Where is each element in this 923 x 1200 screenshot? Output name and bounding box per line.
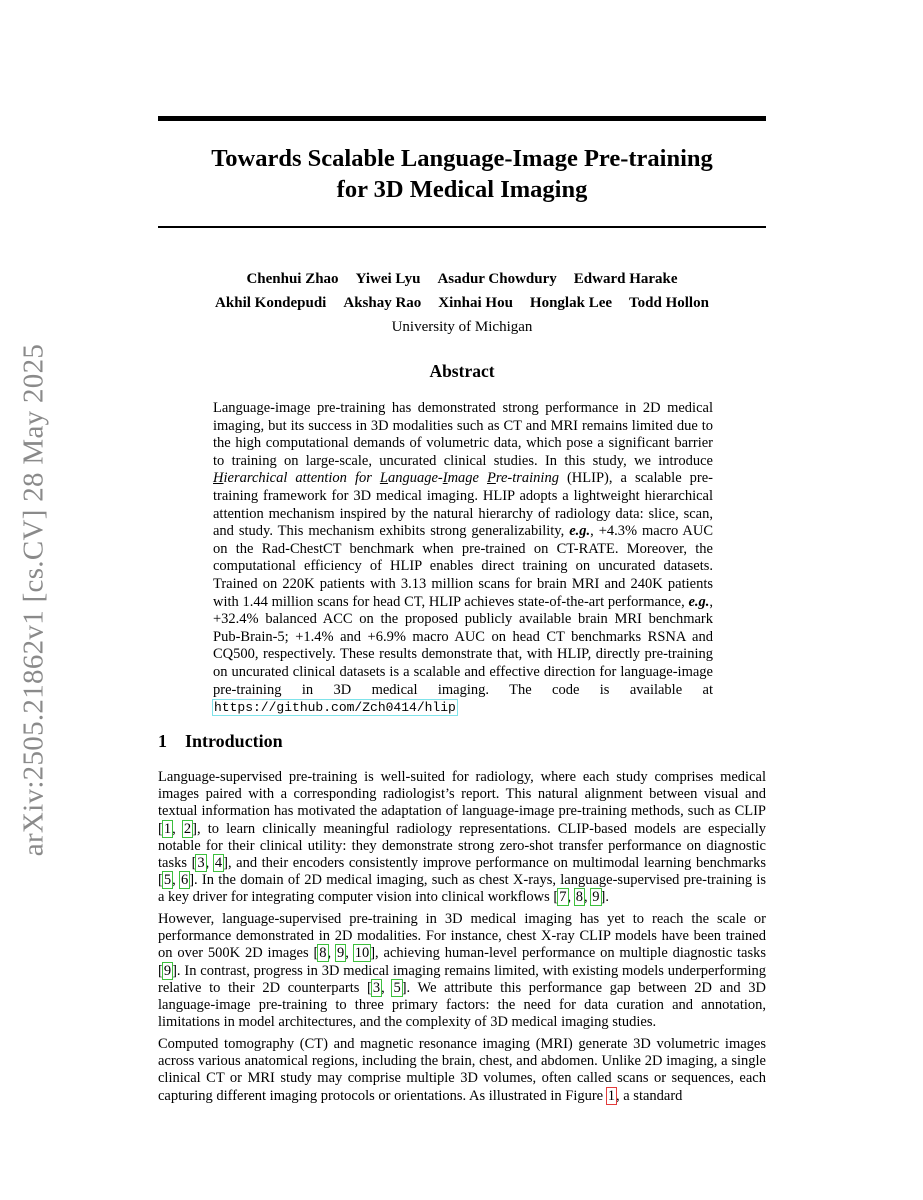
citation-link[interactable]: 7 bbox=[559, 889, 567, 906]
author-block bbox=[158, 267, 766, 339]
intro-paragraph-2 bbox=[158, 911, 766, 1031]
text-run: , bbox=[381, 979, 393, 996]
hlip-text: anguage- bbox=[387, 470, 443, 487]
code-link[interactable]: https://github.com/Zch0414/hlip bbox=[214, 700, 456, 716]
intro-paragraph-3 bbox=[158, 1036, 766, 1105]
author-name: Akshay Rao bbox=[343, 295, 422, 311]
title-line-2: for 3D Medical Imaging bbox=[336, 176, 588, 203]
text-run: ]. In the domain of 2D medical imaging, such as chest X-rays, language-supervised pre-training is a key driver for integrating computer vision into clinical workflows [ bbox=[158, 872, 767, 906]
citation-link[interactable]: 9 bbox=[337, 945, 345, 962]
intro-paragraph-1 bbox=[158, 769, 766, 907]
abstract-text-part: (HLIP), a scalable pre-training framework for 3D medical imaging. HLIP adopts a lightweight hierarchical attention mechanism inspired by the natural hierarchy of radiology data: slice, scan, and study. This mechanism exhibits strong generalizability, bbox=[213, 470, 713, 540]
citation-link[interactable]: 3 bbox=[197, 855, 205, 872]
citation-link[interactable]: 4 bbox=[214, 855, 223, 872]
hlip-text: re-training bbox=[495, 470, 559, 487]
affiliation: University of Michigan bbox=[391, 319, 533, 335]
text-run: , bbox=[345, 945, 354, 962]
hlip-initial: P bbox=[487, 470, 496, 487]
citation-link[interactable]: 3 bbox=[372, 979, 381, 996]
citation-link[interactable]: 1 bbox=[163, 820, 172, 837]
author-name: Honglak Lee bbox=[529, 295, 613, 311]
text-run: ], achieving human-level performance on multiple diagnostic tasks [ bbox=[158, 945, 767, 979]
title-line-1: Towards Scalable Language-Image Pre-training bbox=[211, 145, 713, 172]
abstract-text-part: , +32.4% balanced ACC on the proposed publicly available brain MRI benchmark Pub-Brain-5; +1.4% and +6.9% macro AUC on head CT benchmarks RSNA and CQ500, respectively. These results demonstrate that, with HLIP, directly pre-training on uncurated clinical datasets is a scalable and effective direction for language-image pre-training in 3D medical imaging. The code is available at bbox=[213, 593, 713, 698]
figure-link[interactable]: 1 bbox=[607, 1087, 615, 1104]
abstract-text bbox=[213, 400, 713, 717]
section-title: Introduction bbox=[185, 731, 283, 751]
title-rule-bottom bbox=[158, 226, 766, 228]
hlip-initial: H bbox=[213, 470, 224, 487]
text-run: , bbox=[205, 855, 214, 872]
paper-title bbox=[158, 143, 766, 205]
author-name: Asadur Chowdury bbox=[437, 271, 557, 287]
text-run: ], and their encoders consistently improve performance on multimodal learning benchmarks [ bbox=[158, 855, 767, 889]
text-run: ], to learn clinically meaningful radiology representations. CLIP-based models are especially notable for their clinical utility: they demonstrate strong zero-shot transfer performance on diagnostic tasks [ bbox=[158, 820, 766, 872]
citation-link[interactable]: 5 bbox=[393, 979, 401, 996]
citation-link[interactable]: 6 bbox=[180, 872, 189, 889]
author-row-1 bbox=[158, 267, 766, 291]
citation-link[interactable]: 5 bbox=[163, 872, 172, 889]
text-run: , bbox=[172, 820, 183, 837]
text-run: Language-supervised pre-training is well-suited for radiology, where each study comprises medical images paired with a corresponding radiologist’s report. This natural alignment between visual and textual information has motivated the adaptation of language-image pre-training methods, such as CLIP [ bbox=[158, 769, 766, 837]
hlip-text: ierarchical attention for bbox=[223, 470, 380, 487]
text-run: , a standard bbox=[616, 1087, 683, 1104]
citation-link[interactable]: 2 bbox=[183, 820, 192, 837]
abstract-text-part: Language-image pre-training has demonstrated strong performance in 2D medical imaging, but its success in 3D modalities such as CT and MRI remains limited due to the high computational demands of volumetric data, which pose a significant barrier to training on large-scale, uncurated clinical studies. In this study, we introduce bbox=[213, 400, 713, 469]
abstract-heading: Abstract bbox=[429, 361, 495, 381]
hlip-initial: I bbox=[442, 470, 448, 487]
author-name: Xinhai Hou bbox=[438, 295, 513, 311]
citation-link[interactable]: 10 bbox=[354, 945, 370, 962]
text-run: ]. We attribute this performance gap between 2D and 3D language-image pre-training to three primary factors: the need for data curation and annotation, limitations in model architectures, and the complexity of 3D medical imaging studies. bbox=[158, 979, 767, 1031]
eg-abbrev: e.g. bbox=[688, 593, 710, 610]
author-name: Akhil Kondepudi bbox=[215, 295, 327, 311]
text-run: However, language-supervised pre-training in 3D medical imaging has yet to reach the scale or performance demonstrated in 2D modalities. For instance, chest X-ray CLIP models have been trained on over 500K 2D images [ bbox=[158, 911, 766, 962]
author-name: Yiwei Lyu bbox=[355, 271, 421, 287]
title-rule-top bbox=[158, 116, 766, 121]
text-run: , bbox=[172, 872, 180, 889]
text-run: , bbox=[567, 889, 575, 906]
citation-link[interactable]: 8 bbox=[319, 945, 327, 962]
hlip-text: mage bbox=[447, 470, 487, 487]
citation-link[interactable]: 8 bbox=[575, 889, 584, 906]
citation-link[interactable]: 9 bbox=[592, 889, 600, 906]
text-run: , bbox=[327, 945, 336, 962]
author-name: Todd Hollon bbox=[629, 295, 709, 311]
author-name: Chenhui Zhao bbox=[246, 271, 339, 287]
eg-abbrev: e.g. bbox=[569, 523, 591, 540]
section-number: 1 bbox=[158, 731, 167, 751]
citation-link[interactable]: 9 bbox=[163, 962, 172, 979]
text-run: ]. In contrast, progress in 3D medical imaging remains limited, with existing models underperforming relative to their 2D counterparts [ bbox=[158, 962, 766, 996]
section-heading-introduction bbox=[158, 731, 283, 752]
author-row-2 bbox=[158, 291, 766, 315]
text-run: Computed tomography (CT) and magnetic resonance imaging (MRI) generate 3D volumetric images across various anatomical regions, including the brain, chest, and abdomen. Unlike 2D imaging, a single clinical CT or MRI study may comprise multiple 3D volumes, often called scans or sequences, each capturing different imaging protocols or orientations. As illustrated in Figure bbox=[158, 1036, 766, 1104]
arxiv-side-stamp: arXiv:2505.21862v1 [cs.CV] 28 May 2025 bbox=[17, 343, 50, 857]
text-run: , bbox=[584, 889, 592, 906]
author-name: Edward Harake bbox=[573, 271, 678, 287]
text-run: ]. bbox=[600, 889, 609, 906]
abstract-text-part: , +4.3% macro AUC on the Rad-ChestCT benchmark when pre-trained on CT-RATE. Moreover, the computational efficiency of HLIP enables direct training on uncurated datasets. Trained on 220K patients with 3.13 million scans for brain MRI and 240K patients with 1.44 million scans for head CT, HLIP achieves state-of-the-art performance, bbox=[213, 523, 713, 610]
hlip-initial: L bbox=[379, 470, 388, 487]
